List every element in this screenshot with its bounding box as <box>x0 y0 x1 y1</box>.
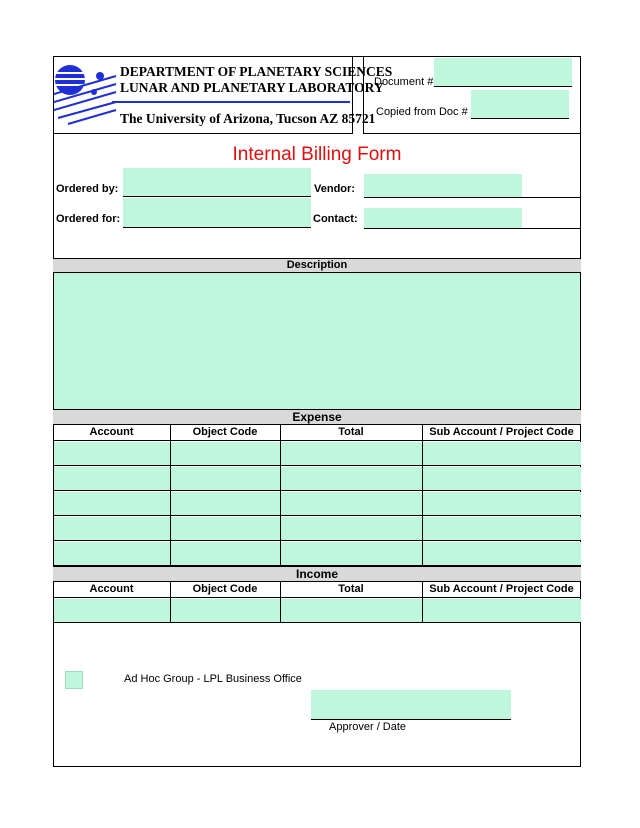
expense-cell[interactable] <box>54 442 170 465</box>
expense-col-object-code: Object Code <box>192 426 258 438</box>
income-col-sub-account: Sub Account / Project Code <box>429 583 574 595</box>
expense-row-rule <box>53 515 581 516</box>
income-col-rule <box>280 582 281 622</box>
income-cell[interactable] <box>54 599 170 622</box>
contact-underline <box>364 228 580 229</box>
expense-col-rule <box>422 425 423 565</box>
expense-header: Expense <box>53 409 581 425</box>
expense-cell[interactable] <box>281 442 422 465</box>
income-row-rule <box>53 597 581 598</box>
contact-label: Contact: <box>313 213 358 225</box>
dept-line-1: DEPARTMENT OF PLANETARY SCIENCES <box>120 64 393 79</box>
ordered-by-label: Ordered by: <box>56 183 119 195</box>
expense-cell[interactable] <box>281 492 422 515</box>
expense-cell[interactable] <box>171 442 280 465</box>
income-col-account: Account <box>89 583 134 595</box>
income-col-rule <box>170 582 171 622</box>
expense-col-total: Total <box>338 426 364 438</box>
contact-field[interactable] <box>364 208 522 228</box>
dept-line-2: LUNAR AND PLANETARY LABORATORY <box>120 80 384 95</box>
expense-cell[interactable] <box>171 467 280 490</box>
copied-doc-field[interactable] <box>471 90 569 119</box>
income-cell[interactable] <box>281 599 422 622</box>
expense-cell[interactable] <box>423 442 581 465</box>
income-col-total: Total <box>338 583 364 595</box>
approver-field[interactable] <box>311 690 511 720</box>
form-title: Internal Billing Form <box>232 144 402 165</box>
approver-label: Approver / Date <box>329 721 407 733</box>
expense-cell[interactable] <box>423 517 581 540</box>
income-cell[interactable] <box>171 599 280 622</box>
expense-cell[interactable] <box>423 492 581 515</box>
lpl-logo-icon <box>54 58 120 132</box>
income-table <box>53 582 581 627</box>
expense-cell[interactable] <box>171 517 280 540</box>
expense-cell[interactable] <box>281 542 422 565</box>
expense-row-rule <box>53 465 581 466</box>
income-row-rule <box>53 622 581 623</box>
expense-table <box>53 425 581 567</box>
logo-rule <box>112 101 350 103</box>
income-header: Income <box>53 566 581 582</box>
vendor-label: Vendor: <box>314 183 355 195</box>
expense-cell[interactable] <box>54 467 170 490</box>
expense-row-rule <box>53 440 581 441</box>
document-number-field[interactable] <box>434 58 572 87</box>
expense-row-rule <box>53 540 581 541</box>
document-label: Document # <box>374 76 434 88</box>
expense-cell[interactable] <box>54 542 170 565</box>
description-header: Description <box>53 258 581 273</box>
expense-cell[interactable] <box>281 517 422 540</box>
expense-cell[interactable] <box>171 542 280 565</box>
income-col-rule <box>422 582 423 622</box>
university-line: The University of Arizona, Tucson AZ 85721 <box>120 111 376 126</box>
expense-cell[interactable] <box>54 492 170 515</box>
income-col-object-code: Object Code <box>192 583 258 595</box>
vendor-underline <box>364 197 580 198</box>
expense-cell[interactable] <box>54 517 170 540</box>
expense-col-rule <box>170 425 171 565</box>
expense-cell[interactable] <box>423 467 581 490</box>
ad-hoc-label: Ad Hoc Group - LPL Business Office <box>124 673 302 685</box>
expense-cell[interactable] <box>281 467 422 490</box>
copied-label: Copied from Doc # <box>376 106 468 118</box>
expense-col-sub-account: Sub Account / Project Code <box>429 426 574 438</box>
ordered-by-field[interactable] <box>123 168 311 197</box>
expense-col-account: Account <box>89 426 134 438</box>
expense-cell[interactable] <box>171 492 280 515</box>
ordered-for-label: Ordered for: <box>56 213 121 225</box>
description-field[interactable] <box>54 273 580 409</box>
ad-hoc-checkbox[interactable] <box>65 671 83 689</box>
vendor-field[interactable] <box>364 174 522 197</box>
income-cell[interactable] <box>423 599 581 622</box>
expense-cell[interactable] <box>423 542 581 565</box>
expense-row-rule <box>53 490 581 491</box>
expense-col-rule <box>280 425 281 565</box>
ordered-for-field[interactable] <box>123 198 311 228</box>
